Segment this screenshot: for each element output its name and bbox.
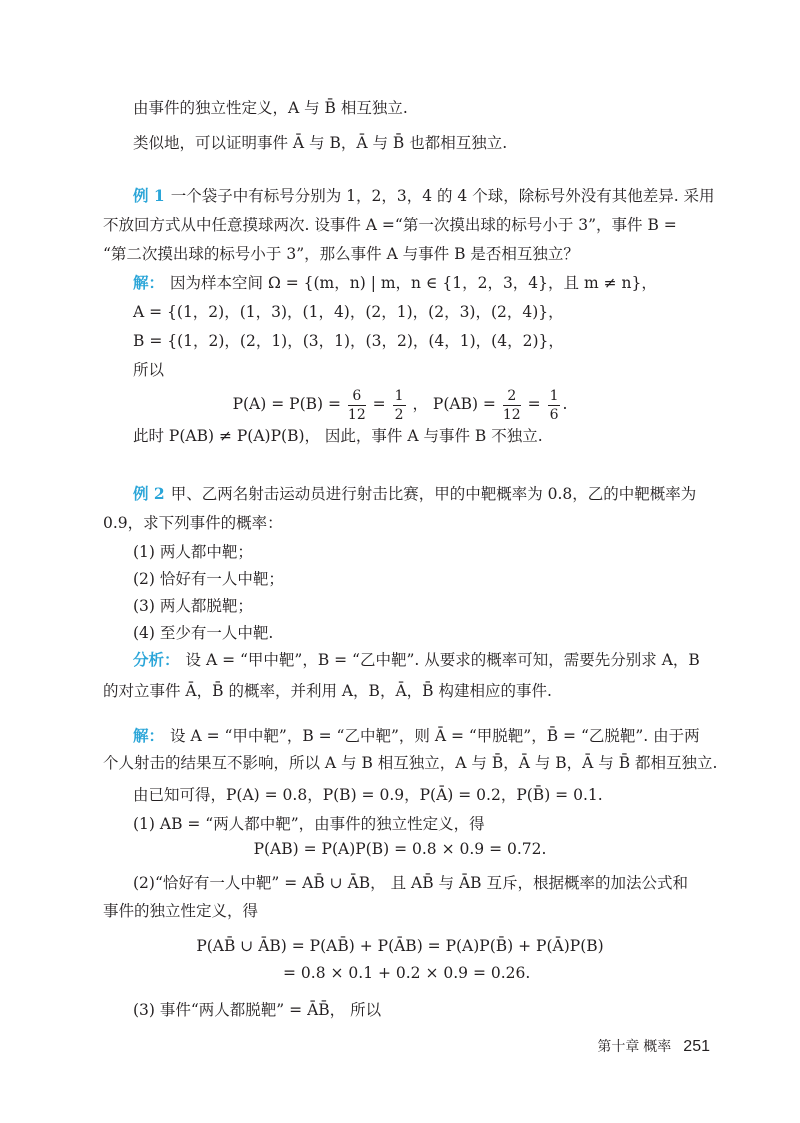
example1-solution-line-3: B = {(1，2)，(2，1)，(3，1)，(3，2)，(4，1)，(4，2)}， <box>133 332 564 350</box>
fraction-2-12 <box>503 387 521 424</box>
fraction-1-6 <box>548 387 561 424</box>
example2-solution-line-7: 事件的独立性定义，得 <box>103 902 259 920</box>
example2-solution-text-1: 设 A = “甲中靶”，B = “乙中靶”，则 Ā = “甲脱靶”，B̄ = “乙脱靶”. 由于两 <box>170 727 700 745</box>
example2-solution-line-2: 个人射击的结果互不影响，所以 A 与 B 相互独立，A 与 B̄，Ā 与 B，Ā 与 B̄ 都相互独立. <box>103 754 718 772</box>
equals-sign: = <box>372 395 386 413</box>
example2-item-1: (1) 两人都中靶； <box>133 543 253 561</box>
example1-label: 例 1 <box>133 186 165 205</box>
example1-text-1: 一个袋子中有标号分别为 1，2，3，4 的 4 个球，除标号外没有其他差异. 采用 <box>170 187 715 205</box>
example2-analysis-line-2: 的对立事件 Ā，B̄ 的概率，并利用 A，B，Ā，B̄ 构建相应的事件. <box>103 682 552 700</box>
formula-end: . <box>562 395 568 413</box>
fraction-denominator: 12 <box>502 406 521 423</box>
example2-formula-3: = 0.8 × 0.1 + 0.2 × 0.9 = 0.26. <box>283 964 531 982</box>
independence-line-1: 由事件的独立性定义，A 与 B̄ 相互独立. <box>133 99 408 117</box>
example2-analysis-line-1 <box>133 649 700 671</box>
example2-analysis-label: 分析： <box>133 650 180 669</box>
example2-item-2: (2) 恰好有一人中靶； <box>133 570 284 588</box>
fraction-6-12 <box>348 387 366 424</box>
example1-solution-line-4: 所以 <box>133 361 165 379</box>
example2-problem-line-1 <box>133 483 696 505</box>
page-number: 251 <box>683 1038 710 1055</box>
example2-solution-line-6: (2)“恰好有一人中靶” = AB̄ ∪ ĀB， 且 AB̄ 与 ĀB 互斥，根据概率的加法公式和 <box>133 874 688 892</box>
example1-solution-text-1: 因为样本空间 Ω = {(m，n) | m，n ∈ {1，2，3，4}，且 m ≠ n}， <box>170 274 657 292</box>
example2-solution-line-1 <box>133 725 700 747</box>
example1-problem-line-2: 不放回方式从中任意摸球两次. 设事件 A =“第一次摸出球的标号小于 3”，事件 B = <box>103 216 677 234</box>
example1-solution-label: 解： <box>133 273 165 292</box>
fraction-numerator: 6 <box>348 387 366 406</box>
example2-solution-line-4: (1) AB = “两人都中靶”，由事件的独立性定义，得 <box>133 815 485 833</box>
example2-label: 例 2 <box>133 484 165 503</box>
fraction-numerator: 1 <box>549 387 559 404</box>
example2-formula-2: P(AB̄ ∪ ĀB) = P(AB̄) + P(ĀB) = P(A)P(B̄) + P(Ā)P(B) <box>196 937 604 955</box>
example1-formula <box>0 385 800 424</box>
fraction-numerator: 1 <box>394 387 404 404</box>
example2-solution-label: 解： <box>133 726 165 745</box>
formula-left: P(A) = P(B) = <box>232 395 341 413</box>
formula-mid: ， P(AB) = <box>412 395 496 413</box>
fraction-numerator: 2 <box>503 387 521 406</box>
example2-item-3: (3) 两人都脱靶； <box>133 597 253 615</box>
example1-solution-line-2: A = {(1，2)，(1，3)，(1，4)，(2，1)，(2，3)，(2，4)}， <box>133 303 564 321</box>
fraction-denominator: 12 <box>347 406 366 423</box>
example1-solution-line-1 <box>133 272 657 294</box>
fraction-denominator: 6 <box>549 406 559 423</box>
example2-formula-1: P(AB) = P(A)P(B) = 0.8 × 0.9 = 0.72. <box>253 840 547 858</box>
fraction-denominator: 2 <box>394 406 404 423</box>
equals-sign: = <box>527 395 541 413</box>
page-footer <box>597 1036 710 1056</box>
example2-problem-line-2: 0.9，求下列事件的概率： <box>103 514 283 532</box>
example1-problem-line-3: “第二次摸出球的标号小于 3”，那么事件 A 与事件 B 是否相互独立？ <box>103 245 579 263</box>
example2-item-4: (4) 至少有一人中靶. <box>133 624 274 642</box>
chapter-title: 第十章 概率 <box>597 1038 672 1054</box>
example1-conclusion: 此时 P(AB) ≠ P(A)P(B)， 因此，事件 A 与事件 B 不独立. <box>133 427 543 445</box>
example1-problem-line-1 <box>133 185 715 207</box>
example2-solution-line-10: (3) 事件“两人都脱靶” = ĀB̄， 所以 <box>133 1001 382 1019</box>
independence-line-2: 类似地，可以证明事件 Ā 与 B，Ā 与 B̄ 也都相互独立. <box>133 134 508 152</box>
fraction-1-2 <box>393 387 406 424</box>
example2-analysis-text-1: 设 A = “甲中靶”，B = “乙中靶”. 从要求的概率可知，需要先分别求 A，B <box>185 651 700 669</box>
example2-solution-line-3: 由已知可得，P(A) = 0.8，P(B) = 0.9，P(Ā) = 0.2，P(B̄) = 0.1. <box>133 786 603 804</box>
example2-text-1: 甲、乙两名射击运动员进行射击比赛，甲的中靶概率为 0.8，乙的中靶概率为 <box>170 485 697 503</box>
